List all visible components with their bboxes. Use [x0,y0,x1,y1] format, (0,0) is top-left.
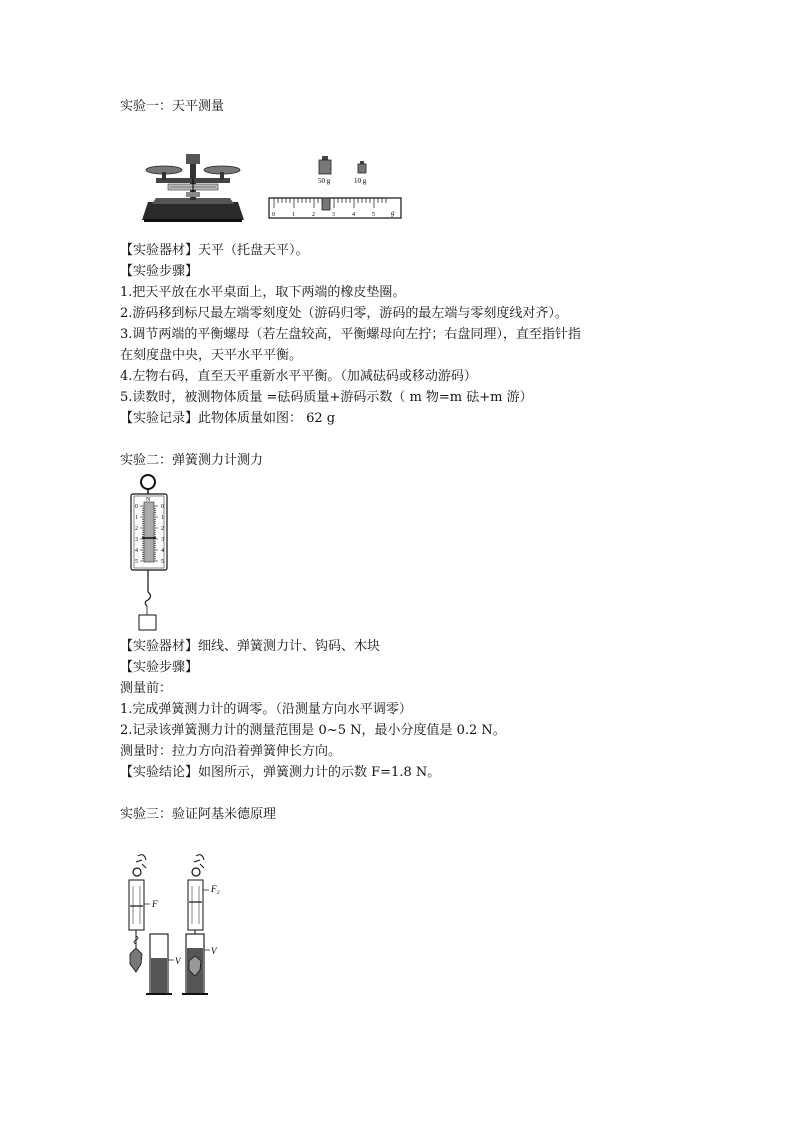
ruler-tick-label: 3 [332,212,335,218]
experiment2-equipment: 【实验器材】细线、弹簧测力计、钩码、木块 [120,639,381,654]
experiment1-step-1: 1.把天平放在水平桌面上，取下两端的橡皮垫圈。 [120,285,406,300]
label-v2: V [211,946,217,956]
scale-tick-label-left: 2 [135,526,138,532]
weight-50g-icon [319,156,331,174]
weight-10g-label: 10 g [354,177,367,185]
ruler-tick-label: 2 [312,212,315,218]
weights-ruler-figure [266,152,406,226]
object-icon [130,948,142,972]
experiment1-steps-heading: 【实验步骤】 [120,264,199,279]
experiment1-step-4: 4.左物右码，直至天平重新水平平衡。（加减砝码或移动游码） [120,369,477,384]
scale-tick-label-right: 2 [161,526,164,532]
balance-illustration [138,148,248,223]
archimedes-illustration [116,852,236,1000]
experiment2-steps-heading: 【实验步骤】 [120,660,199,675]
archimedes-figure [116,852,236,1004]
experiment1-step-3-cont: 在刻度盘中央，天平水平平衡。 [120,348,303,363]
weight-50g-label: 50 g [318,177,331,185]
experiment2-conclusion: 【实验结论】如图所示，弹簧测力计的示数 F=1.8 N。 [120,765,441,780]
scale-tick-label-left: 4 [135,548,138,554]
scale-tick-label-left: 1 [135,515,138,521]
weight-10g-icon [358,161,366,173]
hook-weight-icon [139,615,156,630]
ruler-tick-label: 5 [372,212,375,218]
spring-scale-illustration [126,472,176,634]
experiment2-during: 测量时：拉力方向沿着弹簧伸长方向。 [120,744,342,759]
experiment2-step-2: 2.记录该弹簧测力计的测量范围是 0~5 N，最小分度值是 0.2 N。 [120,723,506,738]
spring-scale-figure [126,472,176,638]
ruler-tick-label: 4 [352,212,355,218]
scale-tick-label-left: 5 [135,559,138,565]
experiment1-equipment: 【实验器材】天平（托盘天平）。 [120,243,309,258]
ruler-unit-label: g [391,209,395,217]
balance-figure [138,148,248,227]
scale-tick-label-right: 3 [161,537,164,543]
scale-tick-label-right: 4 [161,548,164,554]
experiment2-title: 实验二：弹簧测力计测力 [120,453,264,468]
experiment1-title: 实验一：天平测量 [120,99,225,114]
label-f2: F₂ [211,884,220,894]
scale-tick-label-right: 5 [161,559,164,565]
experiment2-before-label: 测量前： [120,681,173,696]
label-v1: V [175,956,181,966]
experiment1-record: 【实验记录】此物体质量如图： 62 g [120,411,336,426]
ruler-tick-label: 1 [292,212,295,218]
experiment1-step-2: 2.游码移到标尺最左端零刻度处（游码归零，游码的最左端与零刻度线对齐）。 [120,306,568,321]
experiment2-step-1: 1.完成弹簧测力计的调零。（沿测量方向水平调零） [120,702,412,717]
scale-tick-label-left: 3 [135,537,138,543]
ruler-tick-label: 0 [272,212,275,218]
experiment1-step-5: 5.读数时，被测物体质量 =砝码质量+游码示数（ m 物=m 砝+m 游） [120,390,533,405]
scale-unit-label: N [146,497,151,503]
label-f: F [152,899,158,909]
scale-tick-label-right: 0 [161,504,164,510]
rider-icon [322,198,330,210]
experiment3-title: 实验三：验证阿基米德原理 [120,807,277,822]
weights-ruler-illustration [266,152,406,222]
scale-tick-label-right: 1 [161,515,164,521]
scale-tick-label-left: 0 [135,504,138,510]
experiment1-step-3: 3.调节两端的平衡螺母（若左盘较高，平衡螺母向左拧；右盘同理），直至指针指 [120,327,581,342]
